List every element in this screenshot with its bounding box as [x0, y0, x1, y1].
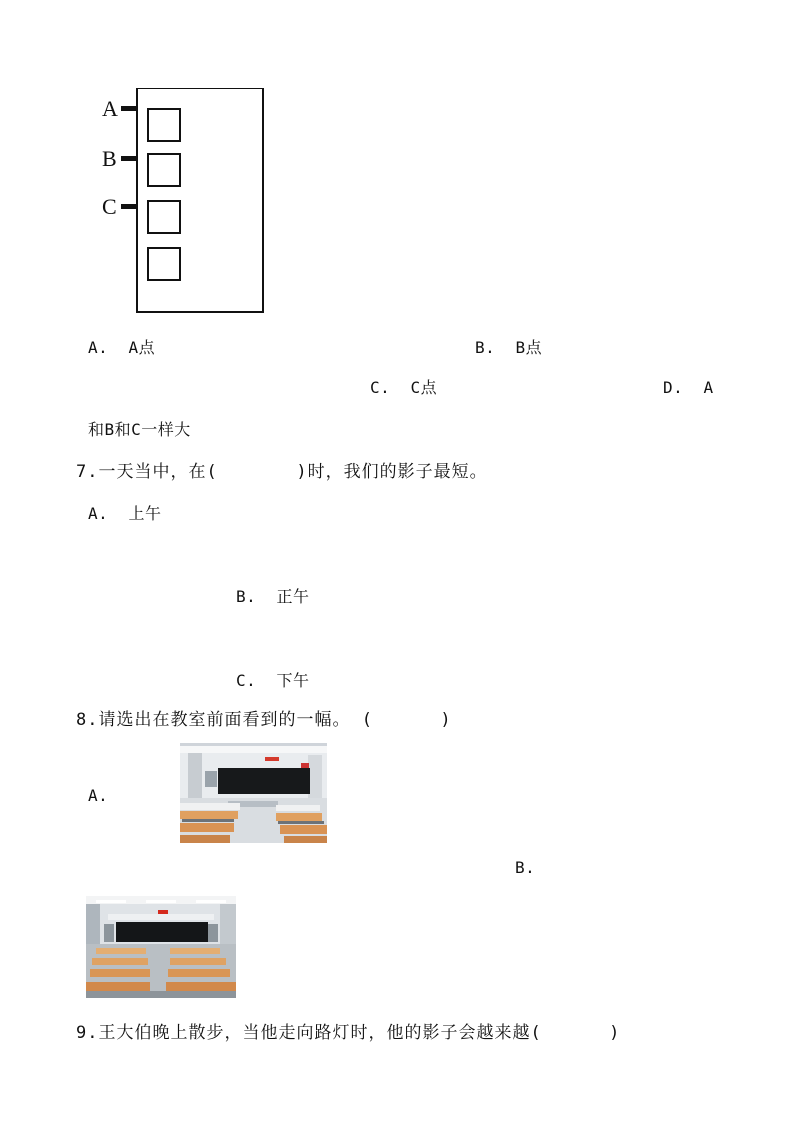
box-d — [148, 248, 180, 280]
q8-option-a[interactable]: A. — [88, 786, 109, 805]
marker-b — [121, 156, 137, 161]
q8-option-b[interactable]: B. — [515, 858, 536, 877]
classroom-photo-a[interactable] — [180, 743, 327, 843]
label-b: B — [102, 146, 117, 171]
q6-option-d[interactable]: D. A — [663, 378, 714, 397]
q6-option-c[interactable]: C. C点 — [370, 378, 438, 397]
q7-option-a[interactable]: A. 上午 — [88, 504, 162, 523]
q6-option-d-continued: 和B和C一样大 — [88, 420, 191, 439]
q7-option-c[interactable]: C. 下午 — [236, 671, 310, 690]
q6-option-b[interactable]: B. B点 — [475, 338, 543, 357]
box-a — [148, 109, 180, 141]
classroom-photo-b[interactable] — [86, 896, 236, 998]
box-c — [148, 201, 180, 233]
q7-question: 7.一天当中，在( )时，我们的影子最短。 — [76, 462, 488, 482]
q8-question: 8.请选出在教室前面看到的一幅。 ( ) — [76, 710, 452, 730]
q9-question: 9.王大伯晚上散步，当他走向路灯时，他的影子会越来越( ) — [76, 1023, 621, 1043]
marker-a — [121, 106, 137, 111]
label-a: A — [102, 96, 118, 121]
label-c: C — [102, 194, 117, 219]
q6-option-a[interactable]: A. A点 — [88, 338, 156, 357]
q7-option-b[interactable]: B. 正午 — [236, 587, 310, 606]
question-6-diagram — [100, 88, 270, 316]
marker-c — [121, 204, 137, 209]
box-b — [148, 154, 180, 186]
